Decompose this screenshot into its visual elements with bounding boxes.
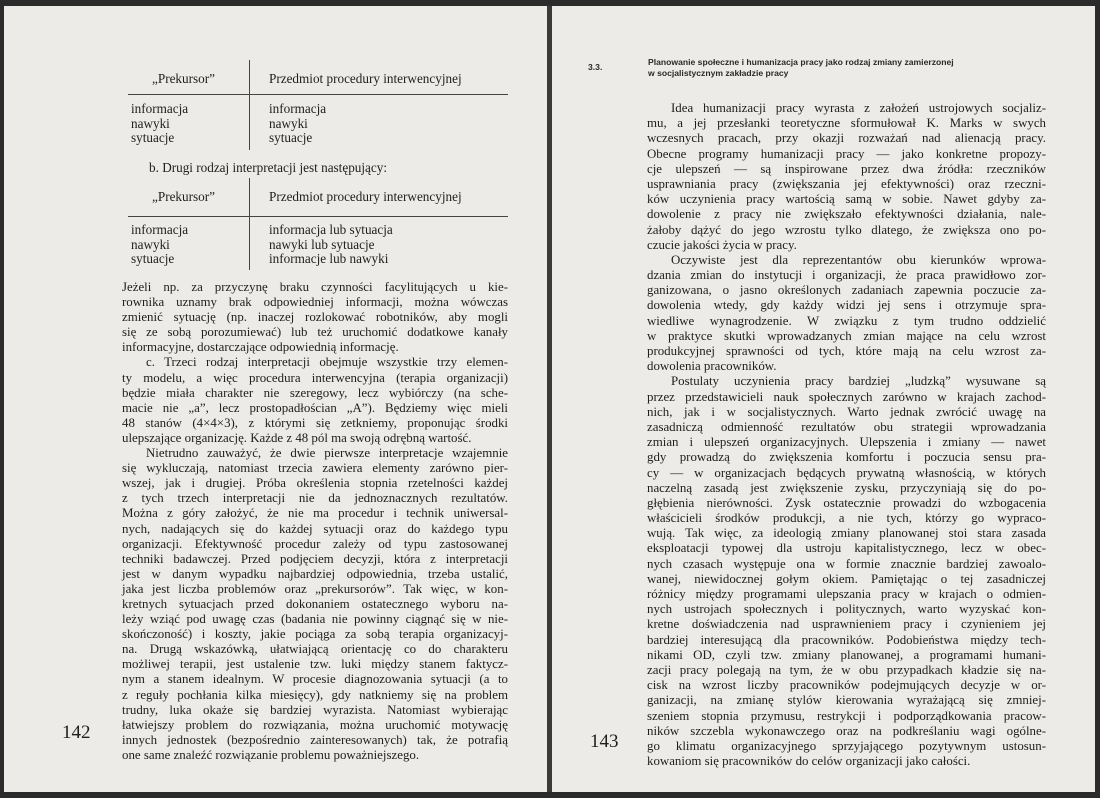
text-line: techniki badawczej. Przed podjęciem decyzji, która z interpretacji (122, 551, 508, 566)
text-line: rownika uznamy brak odpowiedniej informacji, można wówczas (122, 295, 508, 310)
text-line: nikami OD, czyli tzw. zmiany planowanej, a programami humani- (647, 647, 1046, 662)
text-line: się ze sobą porozumiewać) lub też uruchomić dodatkowe kanały (122, 325, 508, 340)
table-cell: nawyki (131, 236, 170, 252)
text-line: kretne doświadczenia nad usprawnieniem pracy i czynieniem jej (647, 617, 1046, 632)
text-line: na. Drugą wskazówką, ułatwiającą orientację co do charakteru (122, 642, 508, 657)
table-header (128, 60, 508, 98)
text-line: Postulaty uczynienia pracy bardziej „ludzką” wysuwane są (671, 374, 1046, 389)
text-line: trudny, luka okaże się bardziej wyrazista. Natomiast wybierając (122, 702, 508, 717)
header-przedmiot: Przedmiot procedury interwencyjnej (269, 189, 462, 204)
text-line: jest w danym wypadku najbardziej odpowiednia, trzeba ustalić, (122, 566, 508, 581)
text-line: wanej, niewidocznej gołym okiem. Pamiętając o tej zasadniczej (647, 571, 1046, 586)
table-col-przedmiot (269, 102, 326, 146)
table-divider-horizontal (128, 216, 508, 217)
page-number: 142 (62, 722, 91, 743)
section-title-line: w socjalistycznym zakładzie pracy (648, 68, 789, 78)
text-line: wiedliwe wynagrodzenie. W związku z tym trudno oddzielić (647, 313, 1046, 328)
text-line: produkcyjnej sprawności od tych, które mają na celu wzrost za- (647, 344, 1046, 358)
text-line: z tych trzech interpretacji nie da jednoznacznych rezultatów. (122, 491, 508, 506)
text-line: dowolenia pracowników. (647, 359, 777, 374)
table-cell: informacja (131, 101, 189, 116)
text-line: ganizacji, na zmianę stylów kierowania wyrażającą się zmniej- (647, 693, 1046, 708)
section-title-line: Planowanie społeczne i humanizacja pracy jako rodzaj zmiany zamierzonej (648, 57, 954, 67)
text-line: ty modelu, a więc procedura interwencyjna (terapia organizacji) (122, 370, 508, 385)
text-line: one same znaleźć rozwiązanie problemu poważniejszego. (122, 747, 420, 762)
text-line: skończoność) i koszty, jakie pociąga za sobą terapia organizacyj- (122, 627, 508, 642)
text-line: Jeżeli np. za przyczynę braku czynności facylitujących u kie- (122, 280, 508, 294)
header-przedmiot: Przedmiot procedury interwencyjnej (269, 71, 462, 86)
text-line: mu, a jej przesłanki teoretyczne sformułował K. Marks w swych (647, 116, 1046, 131)
intervention-table-a (128, 60, 508, 154)
table-col-przedmiot (269, 223, 393, 267)
text-line: żałoby dążyć do jego wzrostu tylko dlatego, że zwiększa ono po- (647, 222, 1046, 237)
text-line: przez przedstawicieli nauk społecznych zarówno w krajach zachod- (647, 389, 1046, 404)
table-cell: informacje lub nawyki (269, 251, 389, 266)
text-line: cje ulepszeń — są inspirowane przez dwa źródła: rzeczników (647, 161, 1046, 176)
left-body-text (122, 280, 508, 763)
text-line: ganizowana, o jasno określonych zadaniach zapewnia poczucie za- (647, 283, 1046, 298)
table-cell: nawyki (131, 115, 170, 131)
table-header (128, 178, 508, 216)
text-line: dzania zmian do instytucji i organizacji, że praca prawidłowo zor- (647, 268, 1046, 283)
text-line: kretnych sytuacjach przed dokonaniem ostatecznego wyboru na- (122, 596, 508, 611)
table-cell: sytuacje (131, 130, 175, 145)
text-line: z reguły pochłania kilka miesięcy), gdy natkniemy się na problem (122, 687, 508, 702)
text-line: Nietrudno zauważyć, że dwie pierwsze interpretacje wzajemnie (146, 446, 508, 461)
header-prekursor: „Prekursor” (152, 71, 215, 86)
text-line: ków uczynienia pracy wartością samą w sobie. Nawet gdyby za- (647, 192, 1046, 207)
text-line: różnicy między programami ulepszania pracy w krajach o odmien- (647, 587, 1046, 601)
section-number: 3.3. (588, 62, 603, 72)
text-line: zasadniczą odmienność rezultatów obu strategii wprowadzania (647, 419, 1046, 434)
text-line: głębienia nierówności. Zysk ostatecznie prowadzi do wzbogacenia (647, 495, 1046, 510)
text-line: go klimatu organizacyjnego sprzyjającego pozytywnym ustosun- (647, 738, 1046, 753)
text-line: w praktyce skutki wprowadzanych zmian mające na celu wzrost (647, 328, 1046, 343)
table-cell: sytuacje (269, 130, 313, 145)
text-line: dowolenia wtedy, gdy każdy widzi jej sens i otrzymuje spra- (647, 298, 1046, 313)
text-line: bardziej interesującą dla pracowników. Podobieństwa między tech- (647, 632, 1046, 647)
text-line: usprawniania pracy (zwiększania jej efektywności) oraz rzeczni- (647, 176, 1046, 191)
text-line: możliwej terapii, jest ustalenie tzw. luki między stanem faktycz- (122, 657, 508, 672)
text-line: informacyjne, dostarczające odpowiednią informację. (122, 340, 399, 355)
text-line: eksploatacji typowej dla ustroju kapitalistycznego, lecz w obec- (647, 541, 1046, 556)
intervention-table-b (128, 178, 508, 274)
table-col-prekursor (131, 223, 188, 267)
table-cell: informacja (131, 222, 189, 237)
table-cell: informacja lub sytuacja (269, 222, 393, 237)
text-line: dowolenie z pracy nie zwiększało efektywności działania, nale- (647, 207, 1046, 222)
text-line: gdy prowadzą do zwiększenia komfortu i poczucia sensu pra- (647, 450, 1046, 465)
table-cell: nawyki lub sytuacje (269, 236, 375, 252)
text-line: zmienić sytuację (np. inaczej rozlokować robotników, aby mogli (122, 310, 508, 325)
text-line: nych, nadających się do każdej sytuacji oraz do każdego typu (122, 521, 508, 536)
left-page (4, 6, 547, 792)
right-body-text (647, 101, 1046, 769)
text-line: organizacji. Efektywność procedur zależy od typu zastosowanej (122, 536, 508, 551)
table-cell: sytuacje (131, 251, 175, 266)
header-prekursor: „Prekursor” (152, 189, 215, 204)
text-line: wują. Tak więc, za ideologią zmiany planowanej stoi stara zasada (647, 526, 1046, 541)
text-line: szeniem stopnia przymusu, restrykcji i podporządkowania pracow- (647, 708, 1046, 723)
page-number: 143 (590, 731, 619, 752)
text-line: właścicieli środków produkcji, a nie tych, którzy go wypraco- (647, 511, 1046, 526)
text-line: kowaniom się pracowników do celów organizacji jako całości. (647, 754, 971, 769)
text-line: naczelną zasadą jest zwiększenie zysku, przyczyniają się do po- (647, 480, 1046, 495)
text-line: cisk na wzrost liczby pracowników podejmujących decyzje w or- (647, 678, 1046, 693)
text-line: ulepszające organizację. Każde z 48 pól ma swoją odrębną wartość. (122, 430, 472, 445)
text-line: cy — w organizacjach będących prywatną własnością, w których (647, 465, 1046, 480)
table-cell: informacja (269, 101, 327, 116)
text-line: c. Trzeci rodzaj interpretacji obejmuje wszystkie trzy elemen- (146, 355, 508, 370)
text-line: macie nie „a”, lecz prostopadłościan „A”). Będziemy więc mieli (122, 400, 508, 415)
text-line: Idea humanizacji pracy wyrasta z założeń ustrojowych socjaliz- (671, 101, 1046, 115)
text-line: nych czasach występuje ona w formie znacznie bardziej zawoalo- (647, 556, 1046, 571)
text-line: wczesnych pracach, przy okazji rozważań nad alienacją pracy. (647, 131, 1046, 146)
text-line: ników szczebla wykonawczego oraz na podkreślaniu wagi ogólne- (647, 723, 1046, 738)
text-line: czucie jakości życia w pracy. (647, 237, 797, 252)
text-line: nych ustrojach społecznych i politycznych, warto wyzyskać kon- (647, 602, 1046, 617)
text-line: się wykluczają, natomiast trzecia zawiera elementy zarówno pier- (122, 461, 508, 476)
text-line: 48 stanów (4×4×3), z którymi się zetkniemy, proponując środki (122, 415, 508, 430)
text-line: nym a stanem idealnym. W procesie diagnozowania sytuacji (a to (122, 672, 508, 687)
section-title (648, 57, 954, 79)
text-line: nich, jak i w socjalistycznych. Warto jednak zwrócić uwagę na (647, 404, 1046, 419)
table-col-prekursor (131, 102, 188, 146)
text-line: leży wziąć pod uwagę czas (badania nie powinny ciągnąć się w nie- (122, 612, 508, 627)
right-page (552, 6, 1095, 792)
text-line: zacji pracy polegają na tym, że w obu przypadkach kładzie się na- (647, 662, 1046, 677)
text-line: Można z góry założyć, że nie ma procedur i technik uniwersal- (122, 506, 508, 521)
table-cell: nawyki (269, 115, 308, 131)
text-line: innych jednostek (bezpośrednio zainteresowanych) tak, że potrafią (122, 732, 508, 747)
text-line: jaka jest liczba problemów oraz „prekursorów”. Tak więc, w kon- (122, 581, 508, 596)
text-line: Obecne programy humanizacji pracy — jako konkretne propozy- (647, 146, 1046, 161)
text-line: wszej, jak i drugiej. Próba określenia stopnia rzetelności każdej (122, 476, 508, 491)
text-line: Oczywiste jest dla reprezentantów obu kierunków wprowa- (671, 252, 1046, 267)
text-line: będzie miała charakter nie szeregowy, lecz wybiórczy (na sche- (122, 385, 508, 400)
text-line: zmian i ulepszeń organizacyjnych. Ulepszenia i zmiany — nawet (647, 435, 1046, 450)
text-line: łatwiejszy problem do rozwiązania, można uruchomić motywację (122, 717, 508, 732)
interpretation-b-intro: b. Drugi rodzaj interpretacji jest następujący: (149, 160, 388, 175)
table-divider-horizontal (128, 94, 508, 95)
